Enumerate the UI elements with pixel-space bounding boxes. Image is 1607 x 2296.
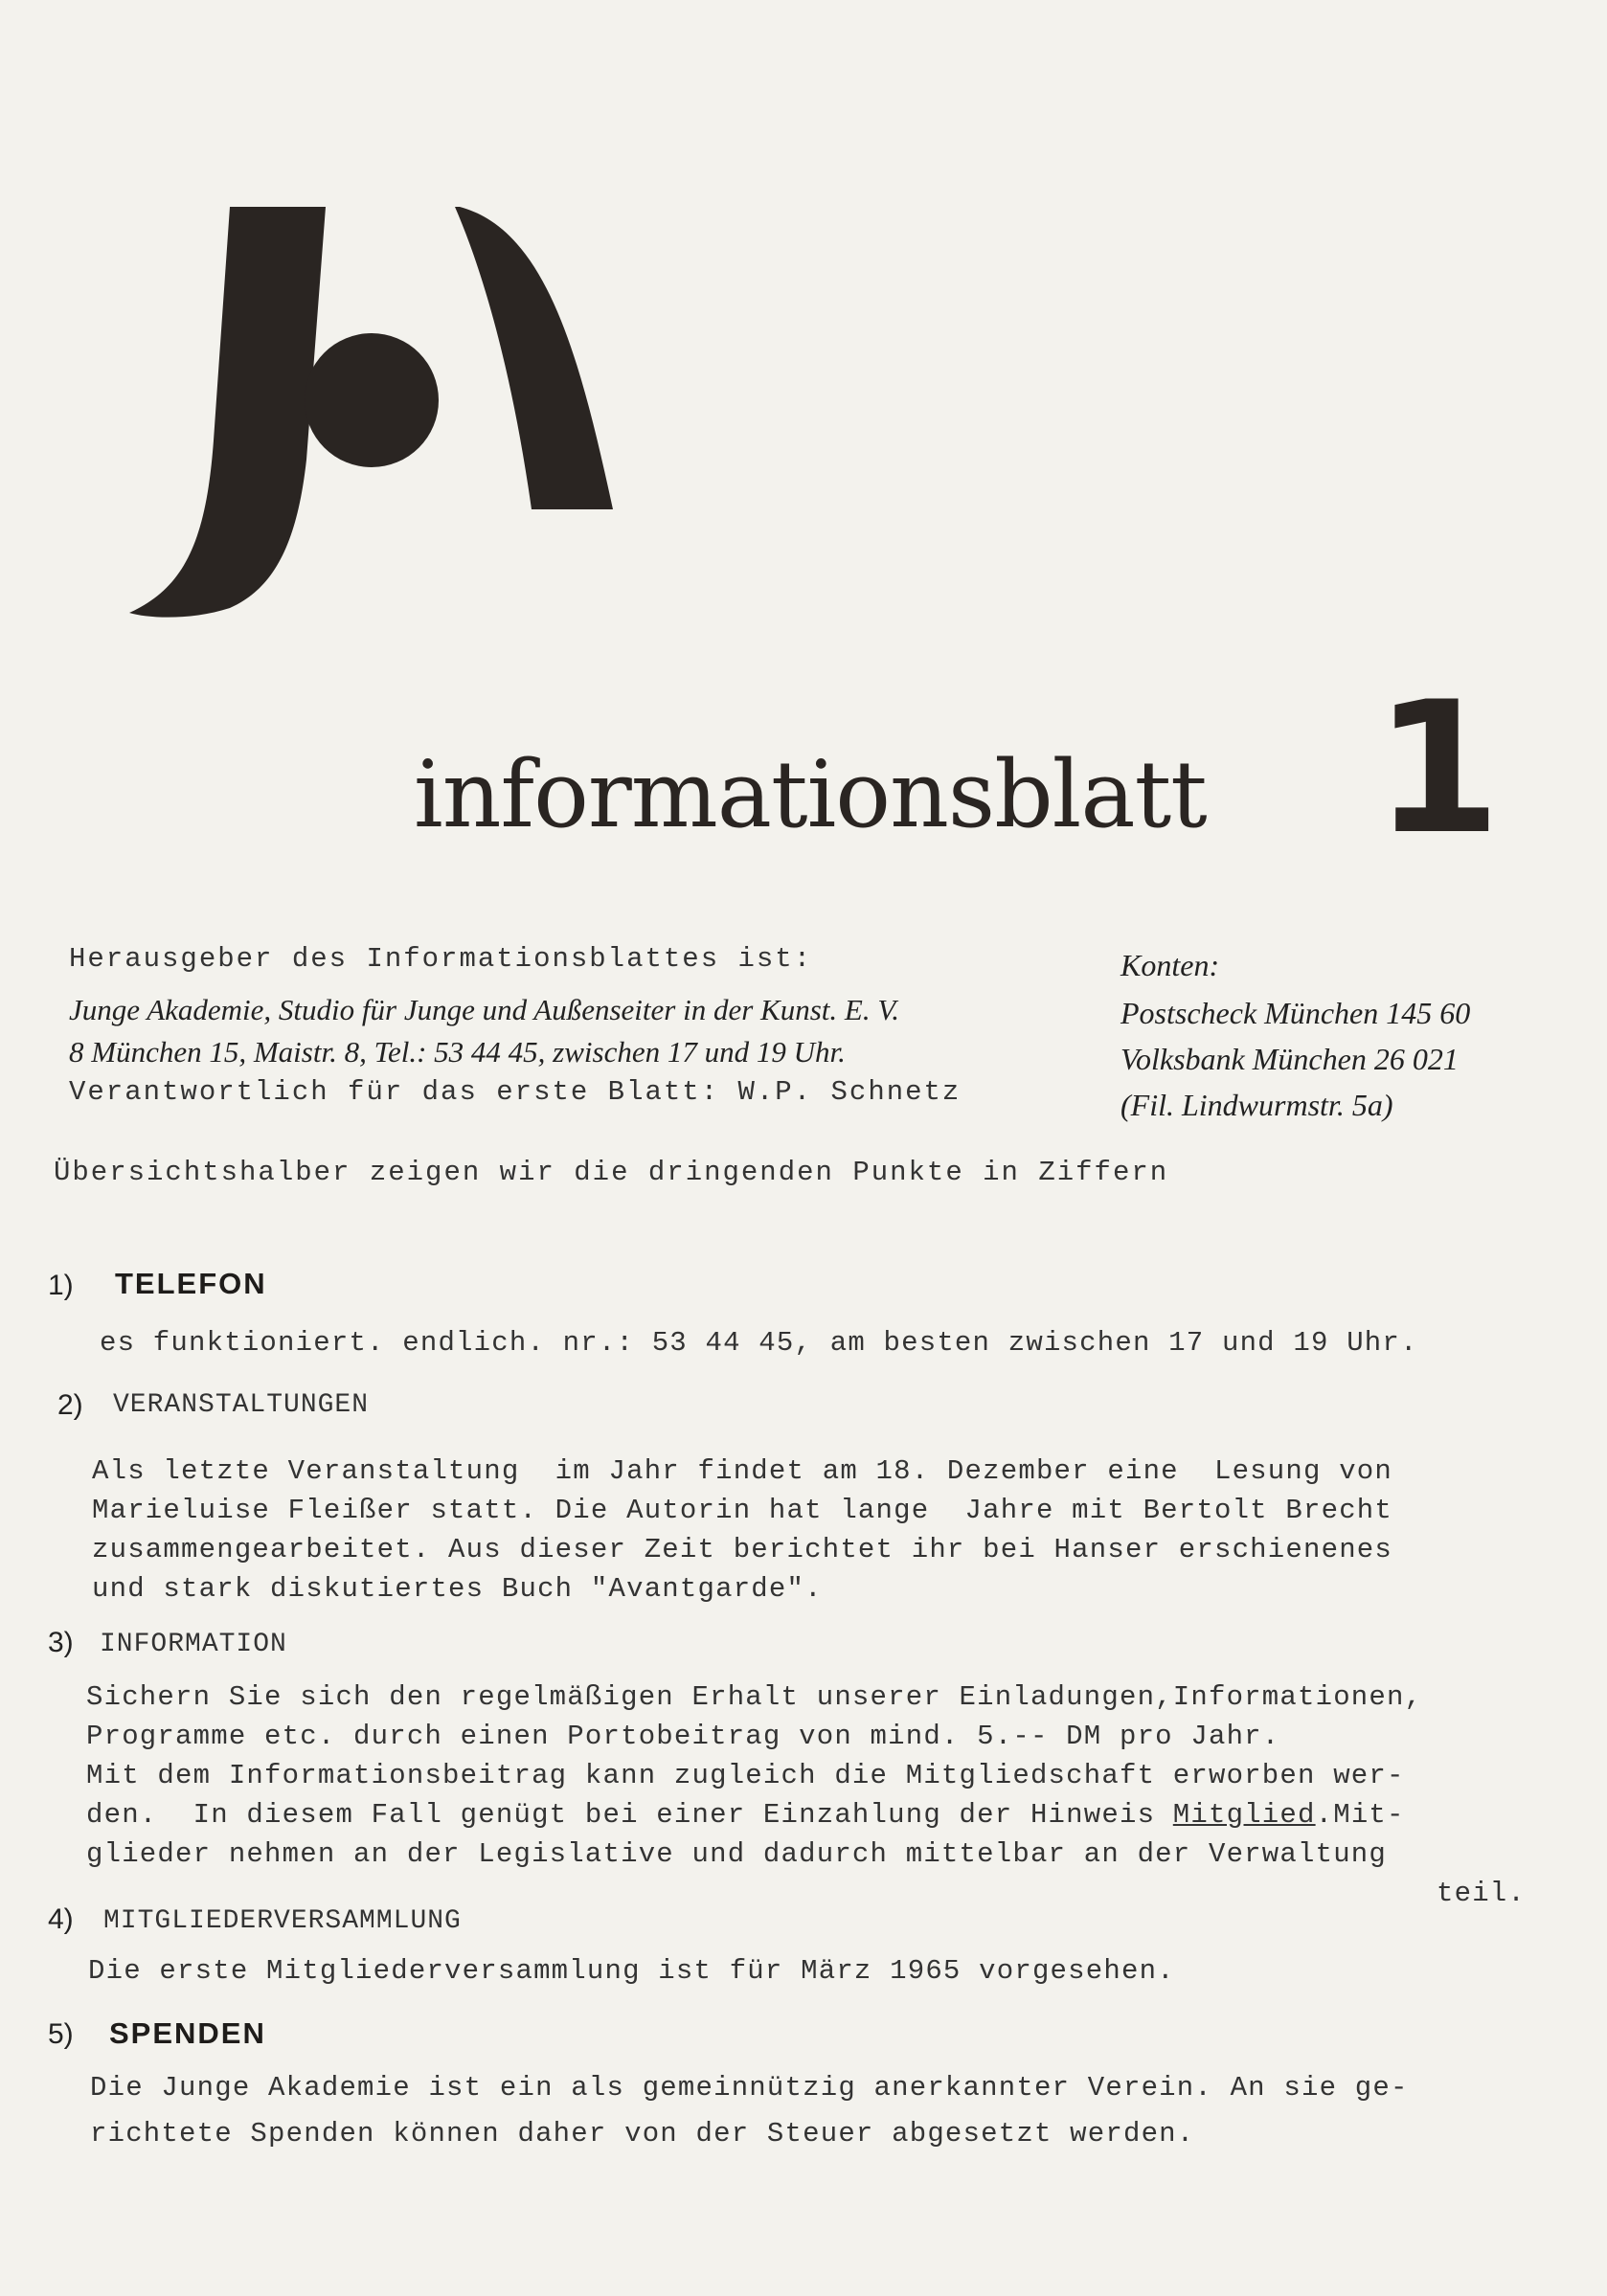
emphasis-mitglied: Mitglied [1172, 1799, 1316, 1831]
publisher-heading: Herausgeber des Informationsblattes ist: [69, 943, 813, 975]
logo-dot [305, 333, 439, 467]
section-text: Die erste Mitgliederversammlung ist für März 1965 vorgesehen. [88, 1955, 1175, 1987]
section-number: 3) [48, 1627, 74, 1658]
section-number: 1) [48, 1270, 74, 1301]
section-number: 4) [48, 1903, 74, 1935]
section-title-mitgliederversammlung: MITGLIEDERVERSAMMLUNG [103, 1906, 462, 1936]
section-text: und stark diskutiertes Buch "Avantgarde". [92, 1573, 823, 1605]
section-number: 5) [48, 2018, 74, 2050]
section-text: richtete Spenden können daher von der Steuer abgesetzt werden. [90, 2118, 1195, 2150]
section-text: Als letzte Veranstaltung im Jahr findet am 18. Dezember eine Lesung von [92, 1455, 1393, 1487]
issue-number: 1 [1374, 663, 1502, 874]
section-text: Die Junge Akademie ist ein als gemeinnützig anerkannter Verein. An sie ge- [90, 2072, 1409, 2104]
section-title-veranstaltungen: VERANSTALTUNGEN [113, 1390, 370, 1420]
publisher-name: Junge Akademie, Studio für Junge und Außenseiter in der Kunst. E. V. [69, 993, 900, 1026]
ja-logo [129, 201, 627, 622]
section-title-telefon: TELEFON [115, 1267, 267, 1300]
section-number: 2) [57, 1389, 83, 1421]
page-title: informationsblatt [414, 741, 1207, 848]
section-text: es funktioniert. endlich. nr.: 53 44 45, am besten zwischen 17 und 19 Uhr. [100, 1327, 1418, 1359]
section-text: zusammengearbeitet. Aus dieser Zeit berichtet ihr bei Hanser erschienenes [92, 1534, 1393, 1565]
section-text: den. In diesem Fall genügt bei einer Einzahlung der Hinweis [86, 1799, 1173, 1831]
section-text: teil. [1437, 1878, 1527, 1909]
section-title-information: INFORMATION [100, 1630, 287, 1659]
accounts-heading: Konten: [1120, 948, 1220, 982]
section-text: Sichern Sie sich den regelmäßigen Erhalt unserer Einladungen,Informationen, [86, 1681, 1423, 1713]
intro-text: Übersichtshalber zeigen wir die dringenden Punkte in Ziffern [54, 1157, 1169, 1188]
section-text: Mit dem Informationsbeitrag kann zugleich die Mitgliedschaft erworben wer- [86, 1760, 1405, 1791]
logo-a-stroke [455, 207, 613, 509]
account-postscheck: Postscheck München 145 60 [1120, 996, 1471, 1030]
section-title-spenden: SPENDEN [109, 2016, 266, 2050]
section-text: glieder nehmen an der Legislative und dadurch mittelbar an der Verwaltung [86, 1838, 1388, 1870]
section-text: .Mit- [1315, 1799, 1405, 1831]
account-volksbank: Volksbank München 26 021 [1120, 1042, 1459, 1076]
logo-j-stroke [129, 207, 326, 618]
section-text: Programme etc. durch einen Portobeitrag von mind. 5.-- DM pro Jahr. [86, 1721, 1280, 1752]
publisher-address: 8 München 15, Maistr. 8, Tel.: 53 44 45, zwischen 17 und 19 Uhr. [69, 1035, 846, 1069]
account-branch: (Fil. Lindwurmstr. 5a) [1120, 1088, 1393, 1122]
section-text: Marieluise Fleißer statt. Die Autorin hat lange Jahre mit Bertolt Brecht [92, 1495, 1393, 1526]
section-text-with-emphasis [86, 1795, 1405, 1835]
publisher-responsible: Verantwortlich für das erste Blatt: W.P. Schnetz [69, 1076, 962, 1108]
